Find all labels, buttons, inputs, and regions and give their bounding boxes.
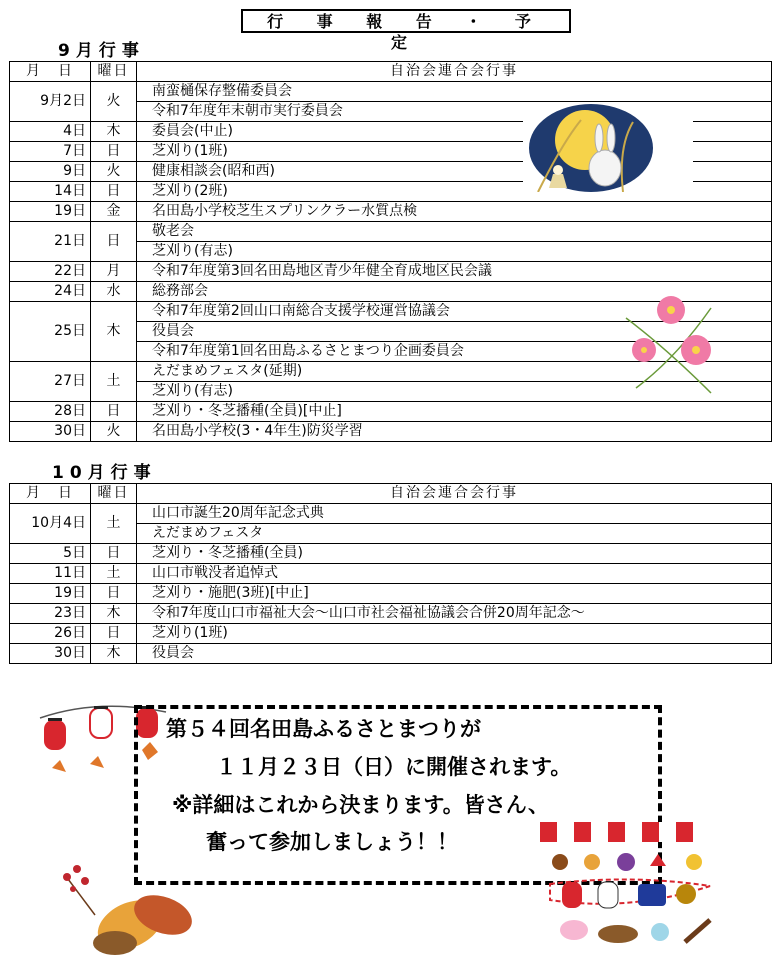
event-weekday: 木: [91, 644, 137, 664]
table-header-row: [10, 62, 772, 82]
moon-rabbit-icon: [523, 102, 693, 192]
event-date: 10月4日: [10, 504, 91, 544]
table-row: [10, 564, 772, 584]
event-date: 7日: [10, 142, 91, 162]
table-row: [10, 544, 772, 564]
header-events: 自治会連合会行事: [137, 484, 772, 504]
event-name: 芝刈り・施肥(3班)[中止]: [137, 584, 772, 604]
event-weekday: 日: [91, 222, 137, 262]
festival-food-icon: [540, 822, 718, 960]
event-name: 芝刈り(2班): [137, 182, 772, 202]
event-date: 25日: [10, 302, 91, 362]
table-row: [10, 504, 772, 524]
event-name: 令和7年度第1回名田島ふるさとまつり企画委員会: [137, 342, 772, 362]
event-date: 9月2日: [10, 82, 91, 122]
event-weekday: 木: [91, 302, 137, 362]
notice-line-4: 奮って参加しましょう！！: [206, 830, 458, 854]
event-weekday: 火: [91, 82, 137, 122]
event-date: 28日: [10, 402, 91, 422]
table-header-row: [10, 484, 772, 504]
header-events: 自治会連合会行事: [137, 62, 772, 82]
event-date: 19日: [10, 202, 91, 222]
event-date: 30日: [10, 644, 91, 664]
event-weekday: 日: [91, 544, 137, 564]
event-name: 名田島小学校(3・4年生)防災学習: [137, 422, 772, 442]
event-name: 総務部会: [137, 282, 772, 302]
event-date: 23日: [10, 604, 91, 624]
event-name: 山口市誕生20周年記念式典: [137, 504, 772, 524]
event-weekday: 日: [91, 142, 137, 162]
event-date: 9日: [10, 162, 91, 182]
table-row: [10, 584, 772, 604]
event-name: 芝刈り(有志): [137, 382, 772, 402]
event-weekday: 木: [91, 604, 137, 624]
table-row: [10, 202, 772, 222]
header-day: 曜日: [91, 62, 137, 82]
event-name: 南蛮樋保存整備委員会: [137, 82, 772, 102]
event-weekday: 土: [91, 564, 137, 584]
notice-line-3: ※詳細はこれから決まります。皆さん、: [172, 793, 549, 817]
event-name: 令和7年度山口市福祉大会〜山口市社会福祉協議会合併20周年記念〜: [137, 604, 772, 624]
event-weekday: 土: [91, 362, 137, 402]
event-weekday: 木: [91, 122, 137, 142]
table-row: [10, 624, 772, 644]
page-title: 行 事 報 告 ・ 予 定: [241, 9, 571, 33]
event-date: 21日: [10, 222, 91, 262]
september-heading: 9月行事: [58, 41, 145, 61]
table-row: [10, 422, 772, 442]
table-row: [10, 262, 772, 282]
table-row: [10, 644, 772, 664]
event-name: えだまめフェスタ: [137, 524, 772, 544]
event-name: 芝刈り(1班): [137, 142, 772, 162]
cosmos-flowers-icon: [616, 288, 720, 398]
event-name: 芝刈り・冬芝播種(全員): [137, 544, 772, 564]
event-weekday: 水: [91, 282, 137, 302]
autumn-leaves-icon: [55, 855, 205, 960]
header-day: 曜日: [91, 484, 137, 504]
event-date: 22日: [10, 262, 91, 282]
event-name: 令和7年度第2回山口南総合支援学校運営協議会: [137, 302, 772, 322]
event-name: 芝刈り(1班): [137, 624, 772, 644]
event-name: 令和7年度第3回名田島地区青少年健全育成地区民会議: [137, 262, 772, 282]
event-name: 敬老会: [137, 222, 772, 242]
event-date: 30日: [10, 422, 91, 442]
event-date: 11日: [10, 564, 91, 584]
october-schedule-table: [9, 483, 772, 664]
event-weekday: 金: [91, 202, 137, 222]
event-name: 委員会(中止): [137, 122, 772, 142]
event-name: 令和7年度年末朝市実行委員会: [137, 102, 772, 122]
event-date: 24日: [10, 282, 91, 302]
event-date: 27日: [10, 362, 91, 402]
table-row: [10, 604, 772, 624]
event-weekday: 土: [91, 504, 137, 544]
october-heading: 10月行事: [52, 463, 157, 483]
event-weekday: 火: [91, 422, 137, 442]
event-name: 芝刈り(有志): [137, 242, 772, 262]
event-name: 役員会: [137, 644, 772, 664]
event-name: 山口市戦没者追悼式: [137, 564, 772, 584]
event-date: 19日: [10, 584, 91, 604]
notice-line-1: 第５４回名田島ふるさとまつりが: [166, 717, 481, 741]
event-name: 健康相談会(昭和西): [137, 162, 772, 182]
header-date: 月 日: [10, 484, 91, 504]
table-row: [10, 402, 772, 422]
event-weekday: 月: [91, 262, 137, 282]
event-name: 役員会: [137, 322, 772, 342]
event-weekday: 日: [91, 584, 137, 604]
header-date: 月 日: [10, 62, 91, 82]
table-row: [10, 82, 772, 102]
table-row: [10, 222, 772, 242]
event-weekday: 火: [91, 162, 137, 182]
event-weekday: 日: [91, 182, 137, 202]
event-weekday: 日: [91, 624, 137, 644]
event-name: 名田島小学校芝生スプリンクラー水質点検: [137, 202, 772, 222]
event-date: 26日: [10, 624, 91, 644]
event-date: 14日: [10, 182, 91, 202]
event-weekday: 日: [91, 402, 137, 422]
event-name: えだまめフェスタ(延期): [137, 362, 772, 382]
notice-line-2: １１月２３日（日）に開催されます。: [216, 755, 572, 779]
event-date: 5日: [10, 544, 91, 564]
event-name: 芝刈り・冬芝播種(全員)[中止]: [137, 402, 772, 422]
event-date: 4日: [10, 122, 91, 142]
